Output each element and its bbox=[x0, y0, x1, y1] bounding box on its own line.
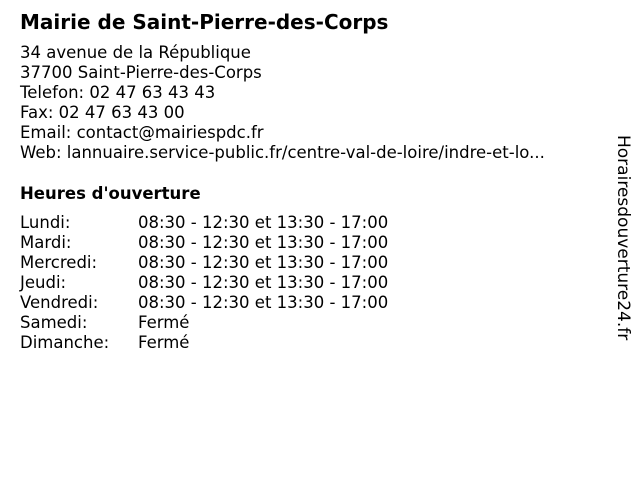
day-hours: 08:30 - 12:30 et 13:30 - 17:00 bbox=[138, 273, 389, 292]
hours-row-saturday bbox=[20, 313, 388, 333]
hours-heading: Heures d'ouverture bbox=[20, 184, 201, 203]
web-line: Web: lannuaire.service-public.fr/centre-val-de-loire/indre-et-lo... bbox=[20, 143, 545, 162]
hours-row-monday bbox=[20, 213, 388, 233]
day-hours: 08:30 - 12:30 et 13:30 - 17:00 bbox=[138, 213, 389, 232]
day-hours: 08:30 - 12:30 et 13:30 - 17:00 bbox=[138, 253, 389, 272]
day-hours: 08:30 - 12:30 et 13:30 - 17:00 bbox=[138, 233, 389, 252]
day-label: Lundi: bbox=[20, 213, 71, 232]
hours-table bbox=[20, 213, 388, 353]
fax-line: Fax: 02 47 63 43 00 bbox=[20, 103, 185, 122]
address-city: 37700 Saint-Pierre-des-Corps bbox=[20, 63, 262, 82]
day-hours: 08:30 - 12:30 et 13:30 - 17:00 bbox=[138, 293, 389, 312]
address-street: 34 avenue de la République bbox=[20, 43, 251, 62]
contact-block bbox=[20, 43, 545, 163]
phone-line: Telefon: 02 47 63 43 43 bbox=[20, 83, 216, 102]
day-hours: Fermé bbox=[138, 333, 190, 352]
page-title: Mairie de Saint-Pierre-des-Corps bbox=[20, 10, 389, 34]
hours-row-friday bbox=[20, 293, 388, 313]
email-line: Email: contact@mairiespdc.fr bbox=[20, 123, 264, 142]
hours-row-sunday bbox=[20, 333, 388, 353]
day-label: Jeudi: bbox=[20, 273, 67, 292]
hours-row-tuesday bbox=[20, 233, 388, 253]
day-hours: Fermé bbox=[138, 313, 190, 332]
day-label: Mardi: bbox=[20, 233, 72, 252]
brand-watermark: Horairesdouverture24.fr bbox=[613, 135, 633, 341]
hours-row-wednesday bbox=[20, 253, 388, 273]
day-label: Mercredi: bbox=[20, 253, 98, 272]
hours-row-thursday bbox=[20, 273, 388, 293]
day-label: Dimanche: bbox=[20, 333, 110, 352]
day-label: Samedi: bbox=[20, 313, 88, 332]
day-label: Vendredi: bbox=[20, 293, 99, 312]
